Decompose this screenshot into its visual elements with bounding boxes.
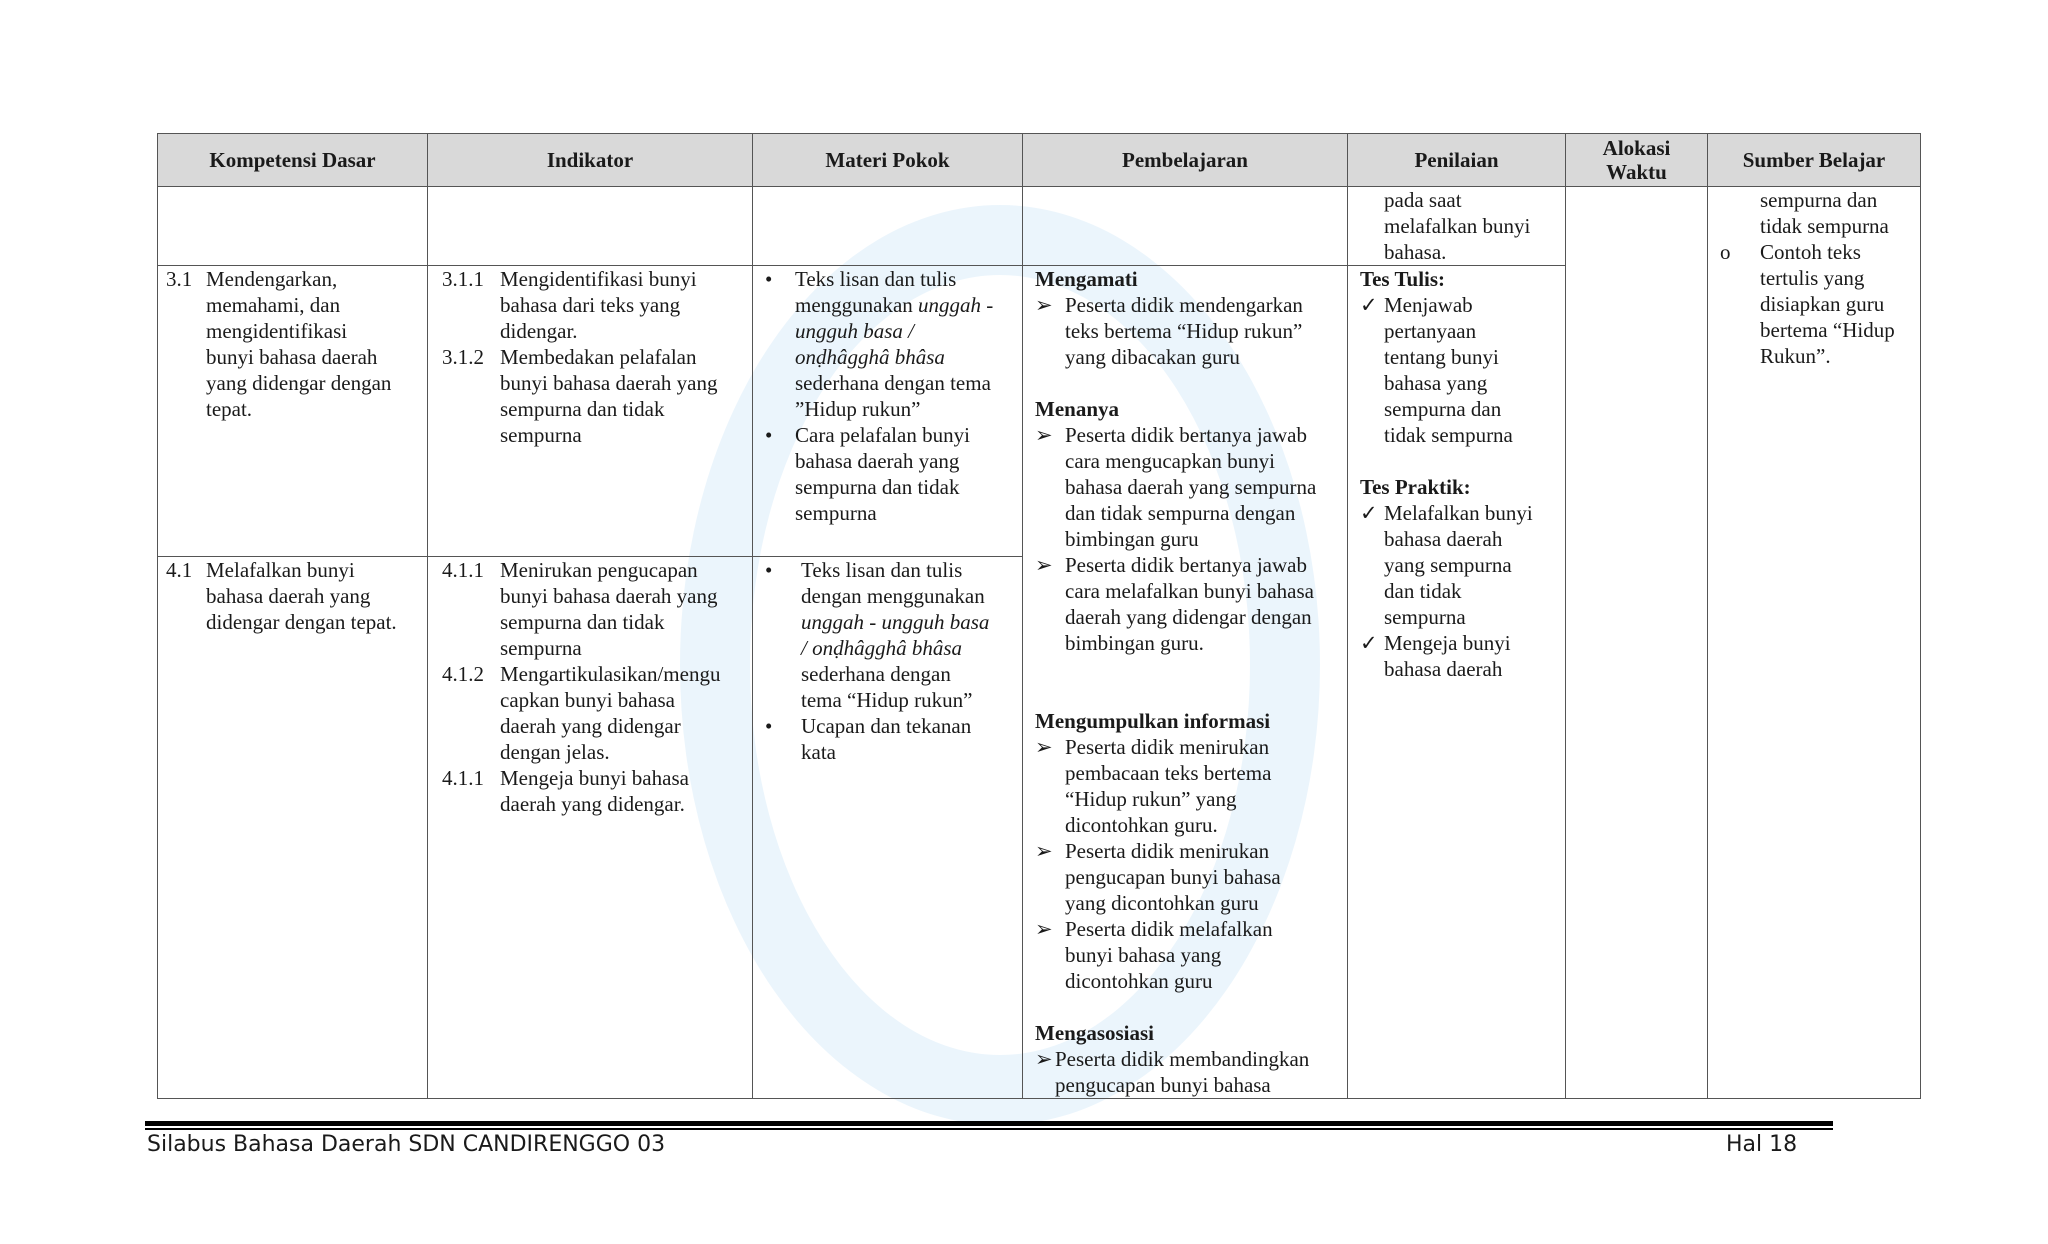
check-icon: ✓ [1360,293,1378,317]
cell-indikator-3-1 [428,266,753,557]
cell-penilaian-continued [1348,187,1566,266]
text-line: Melafalkan bunyi [1384,501,1533,525]
text-line: Peserta didik melafalkan [1065,917,1273,941]
text-line: cara mengucapkan bunyi [1065,449,1275,473]
text-line: bertema “Hidup [1760,318,1895,342]
text-line: bunyi bahasa daerah yang [500,371,718,395]
header-alokasi-line1: Alokasi [1602,136,1671,160]
indikator-number: 4.1.2 [442,662,484,686]
text-line: bimbingan guru [1065,527,1199,551]
text-line: bahasa yang [1384,371,1488,395]
text-line: Melafalkan bunyi [206,558,355,582]
bullet-icon: • [765,423,773,447]
syllabus-table [157,133,1921,1099]
table-header-row [158,134,1921,187]
text-line: didengar. [500,319,578,343]
text-line: Contoh teks [1760,240,1861,264]
text-line: Menirukan pengucapan [500,558,698,582]
italic-term [795,344,1014,370]
indikator-number: 3.1.2 [442,345,484,369]
text-line: Teks lisan dan tulis [795,267,957,291]
text-line: yang didengar dengan [206,371,392,395]
text-line: yang dicontohkan guru [1065,891,1259,915]
text-line: sempurna [500,423,582,447]
section-heading: Tes Praktik: [1360,475,1471,499]
text-line: disiapkan guru [1760,292,1885,316]
text-line: sempurna [795,501,877,525]
arrow-bullet-icon: ➢ [1035,917,1053,941]
text-line: tertulis yang [1760,266,1865,290]
arrow-bullet-icon: ➢ [1035,839,1053,863]
cell-sumber [1708,187,1921,1099]
section-heading: Tes Tulis: [1360,267,1446,291]
text-line: tema “Hidup rukun” [801,688,973,712]
cell-kd-4-1 [158,557,428,1099]
cell-pembelajaran [1023,266,1348,1099]
text-line: Rukun”. [1760,344,1831,368]
cell-alokasi [1566,187,1708,1099]
text-line: pembacaan teks bertema [1065,761,1272,785]
text-line: melafalkan bunyi [1384,214,1531,238]
text-line: tepat. [206,397,253,421]
arrow-bullet-icon: ➢ [1035,423,1053,447]
text-line [801,609,1014,635]
text-line: bahasa daerah [1384,657,1503,681]
cell-materi-4-1 [753,557,1023,1099]
text-line: Peserta didik menirukan [1065,839,1270,863]
text-line: bahasa. [1384,240,1447,264]
text-line: bimbingan guru. [1065,631,1204,655]
text-line: dan tidak sempurna dengan [1065,501,1296,525]
text-line: tidak sempurna [1384,423,1513,447]
text-span: menggunakan [795,293,919,317]
text-line: cara melafalkan bunyi bahasa [1065,579,1314,603]
text-line: Menjawab [1384,293,1473,317]
text-line: sempurna dan tidak [795,475,960,499]
text-line: teks bertema “Hidup rukun” [1065,319,1303,343]
indikator-number: 4.1.1 [442,558,484,582]
text-line: sederhana dengan [801,662,951,686]
text-line: tentang bunyi [1384,345,1499,369]
cell-materi-3-1 [753,266,1023,557]
text-line: yang dibacakan guru [1065,345,1240,369]
text-line: pengucapan bunyi bahasa [1065,865,1281,889]
check-icon: ✓ [1360,501,1378,525]
page-number: Hal 18 [1726,1132,1798,1157]
text-line: didengar dengan tepat. [206,610,397,634]
text-line: Mengeja bunyi [1384,631,1511,655]
header-penilaian: Penilaian [1348,134,1566,187]
bullet-icon: • [765,267,773,291]
text-line: Mengartikulasikan/mengu [500,662,721,686]
footer-divider [145,1128,1833,1130]
header-indikator: Indikator [428,134,753,187]
italic-term [795,318,1014,344]
italic-term: unggah [801,610,864,634]
text-line: Peserta didik membandingkan [1055,1047,1310,1071]
text-line: Peserta didik mendengarkan [1065,293,1303,317]
italic-term: onḍhâgghâ bhâsa [795,345,945,369]
section-heading: Menanya [1035,397,1119,421]
text-line: bunyi bahasa daerah yang [500,584,718,608]
text-line: Peserta didik bertanya jawab [1065,553,1307,577]
text-line: Peserta didik menirukan [1065,735,1270,759]
arrow-bullet-icon: ➢ [1035,293,1053,317]
text-line: Mendengarkan, [206,267,338,291]
text-line: mengidentifikasi [206,319,348,343]
text-line: daerah yang didengar dengan [1065,605,1312,629]
cell-kd-3-1 [158,266,428,557]
italic-term: / onḍhâgghâ bhâsa [801,636,963,660]
text-line: Mengidentifikasi bunyi [500,267,697,291]
check-icon: ✓ [1360,631,1378,655]
indikator-number: 4.1.1 [442,766,484,790]
arrow-bullet-icon: ➢ [1035,735,1053,759]
text-line: pengucapan bunyi bahasa [1055,1073,1271,1097]
circle-bullet-icon: o [1720,240,1731,264]
text-line: bahasa daerah yang sempurna [1065,475,1317,499]
italic-term [801,635,1014,661]
text-line: dengan menggunakan [801,584,985,608]
text-line: bahasa daerah yang [206,584,371,608]
text-line: daerah yang didengar [500,714,681,738]
cell-indikator-4-1 [428,557,753,1099]
text-line: sederhana dengan tema [795,371,991,395]
text-line [795,292,1014,318]
cell-penilaian [1348,266,1566,1099]
footer-title: Silabus Bahasa Daerah SDN CANDIRENGGO 03 [147,1132,666,1157]
italic-term: ungguh basa [881,610,990,634]
kd-number: 4.1 [166,558,193,582]
text-line: dicontohkan guru. [1065,813,1218,837]
bullet-icon: • [765,558,773,582]
header-sumber: Sumber Belajar [1708,134,1921,187]
text-span: - [864,610,882,634]
text-line: bunyi bahasa yang [1065,943,1222,967]
kd-number: 3.1 [166,267,193,291]
section-heading: Mengamati [1035,267,1138,291]
text-line: dan tidak [1384,579,1462,603]
cell-indikator-empty [428,187,753,266]
text-line: Mengeja bunyi bahasa [500,766,689,790]
text-line: ”Hidup rukun” [795,397,921,421]
text-line: kata [801,740,836,764]
text-line: sempurna dan [1384,397,1502,421]
arrow-bullet-icon: ➢ [1035,553,1053,577]
italic-term: unggah - [918,293,994,317]
footer-divider [145,1121,1833,1126]
text-line: Cara pelafalan bunyi [795,423,970,447]
header-alokasi-line2: Waktu [1606,160,1667,184]
section-heading: Mengumpulkan informasi [1035,709,1271,733]
cell-kd-empty [158,187,428,266]
bullet-icon: • [765,714,773,738]
text-line: sempurna dan tidak [500,397,665,421]
text-line: bunyi bahasa daerah [206,345,378,369]
text-line: yang sempurna [1384,553,1512,577]
text-line: dengan jelas. [500,740,610,764]
header-pembelajaran: Pembelajaran [1023,134,1348,187]
text-line: bahasa daerah yang [795,449,960,473]
header-kompetensi: Kompetensi Dasar [158,134,428,187]
text-line: pertanyaan [1384,319,1477,343]
text-line: Peserta didik bertanya jawab [1065,423,1307,447]
header-materi: Materi Pokok [753,134,1023,187]
header-alokasi [1566,134,1708,187]
text-line: daerah yang didengar. [500,792,685,816]
table-row-continued [158,187,1921,266]
cell-pembelajaran-empty [1023,187,1348,266]
text-line: “Hidup rukun” yang [1065,787,1237,811]
text-line: dicontohkan guru [1065,969,1213,993]
text-line: sempurna [500,636,582,660]
text-line: Ucapan dan tekanan [801,714,972,738]
text-line: memahami, dan [206,293,341,317]
text-line: Membedakan pelafalan [500,345,697,369]
text-line: sempurna dan tidak [500,610,665,634]
text-line: tidak sempurna [1760,214,1889,238]
italic-term: ungguh basa / [795,319,915,343]
arrow-bullet-icon: ➢ [1035,1047,1053,1071]
section-heading: Mengasosiasi [1035,1021,1155,1045]
text-line: sempurna dan [1760,188,1878,212]
text-line: sempurna [1384,605,1466,629]
cell-materi-empty [753,187,1023,266]
indikator-number: 3.1.1 [442,267,484,291]
text-line: Teks lisan dan tulis [801,558,963,582]
text-line: capkan bunyi bahasa [500,688,675,712]
text-line: bahasa daerah [1384,527,1503,551]
text-line: pada saat [1384,188,1462,212]
text-line: bahasa dari teks yang [500,293,681,317]
